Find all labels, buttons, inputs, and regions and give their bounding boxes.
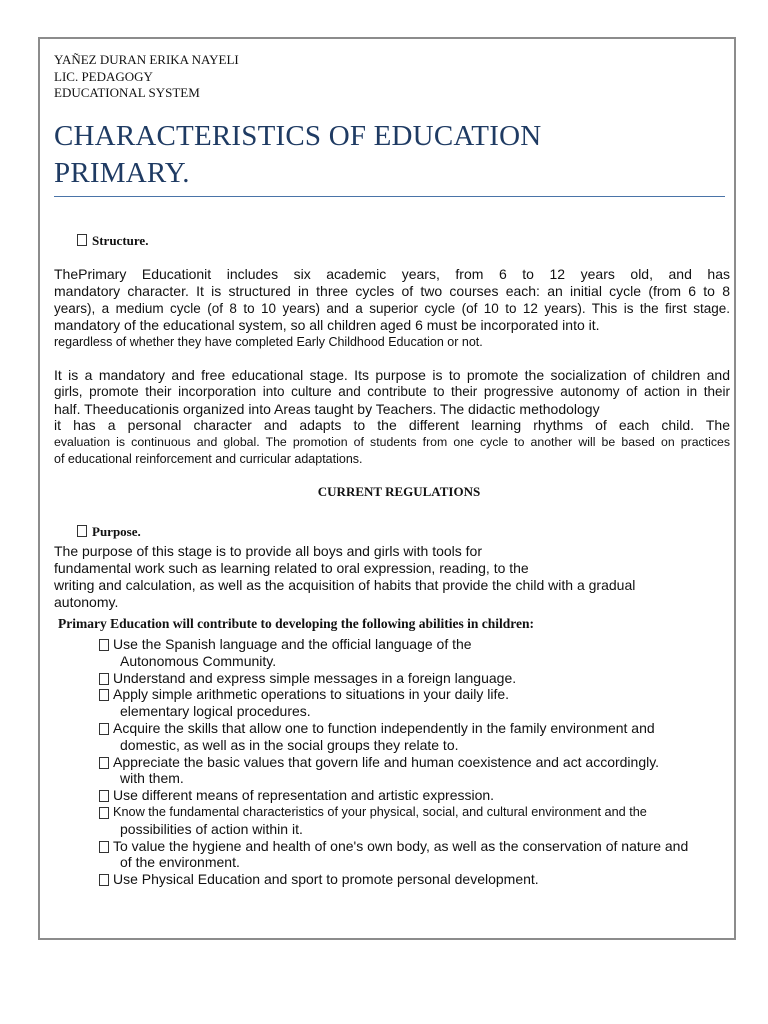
list-item: Understand and express simple messages in a foreign language. [99, 670, 729, 687]
list-item: Use the Spanish language and the official language of the Autonomous Community. [99, 636, 729, 670]
bullet-box-icon [99, 841, 109, 853]
bullet-box-icon [77, 234, 87, 246]
header-info [54, 52, 239, 102]
list-item: Acquire the skills that allow one to function independently in the family environment and domestic, as well as in the social groups they relate to. [99, 720, 729, 754]
list-item: Use different means of representation and artistic expression. [99, 787, 729, 804]
bullet-box-icon [99, 757, 109, 769]
list-item: Apply simple arithmetic operations to situations in your daily life. elementary logical procedures. [99, 686, 729, 720]
list-item: Know the fundamental characteristics of your physical, social, and cultural environment and the possibilities of action within it. [99, 804, 729, 838]
abilities-list [99, 636, 729, 888]
bullet-box-icon [99, 874, 109, 886]
bullet-box-icon [99, 790, 109, 802]
list-item: Use Physical Education and sport to promote personal development. [99, 871, 729, 888]
structure-paragraph-2: It is a mandatory and free educational stage. Its purpose is to promote the socialization of children and girls, promote their incorporation into culture and contribute to their progressive autonomy of action in their half. Theeducationis organized into Areas taught by Teachers. The didactic methodology it has a personal character and adapts to the different learning rhythms of each child. The evaluation is continuous and global. The promotion of students from one cycle to another will be based on practices of educational reinforcement and curricular adaptations. [54, 367, 730, 466]
subject-line: EDUCATIONAL SYSTEM [54, 85, 200, 100]
regulations-heading: CURRENT REGULATIONS [317, 484, 481, 499]
structure-paragraph-1: ThePrimary Educationit includes six academic years, from 6 to 12 years old, and has mandatory character. It is structured in three cycles of two courses each: an initial cycle (from 6 to 8 years), a medium cycle (of 8 to 10 years) and a superior cycle (of 10 to 12 years). This is the first stage. mandatory of the educational system, so all children aged 6 must be incorporated into it. regardless of whether they have completed Early Childhood Education or not. [54, 266, 730, 349]
author-name: YAÑEZ DURAN ERIKA NAYELI [54, 52, 239, 67]
list-item: Appreciate the basic values that govern life and human coexistence and act accordingly. with them. [99, 754, 729, 788]
bullet-box-icon [99, 807, 109, 819]
bullet-box-icon [77, 525, 87, 537]
bullet-box-icon [99, 673, 109, 685]
bullet-box-icon [99, 689, 109, 701]
degree-line: LIC. PEDAGOGY [54, 68, 153, 84]
page-title [54, 118, 714, 192]
list-item: To value the hygiene and health of one's own body, as well as the conservation of nature and of the environment. [99, 838, 729, 872]
title-line-1: CHARACTERISTICS OF EDUCATION [54, 120, 542, 152]
bullet-box-icon [99, 723, 109, 735]
bullet-box-icon [99, 639, 109, 651]
title-line-2: PRIMARY. [54, 157, 190, 189]
structure-heading: Structure. [77, 233, 148, 249]
purpose-heading: Purpose. [77, 524, 141, 540]
title-divider [54, 196, 725, 197]
purpose-paragraph: The purpose of this stage is to provide all boys and girls with tools for fundamental work such as learning related to oral expression, reading, to the writing and calculation, as well as the acquisition of habits that provide the child with a gradual autonomy. [54, 543, 636, 610]
abilities-heading: Primary Education will contribute to developing the following abilities in children: [58, 616, 535, 631]
